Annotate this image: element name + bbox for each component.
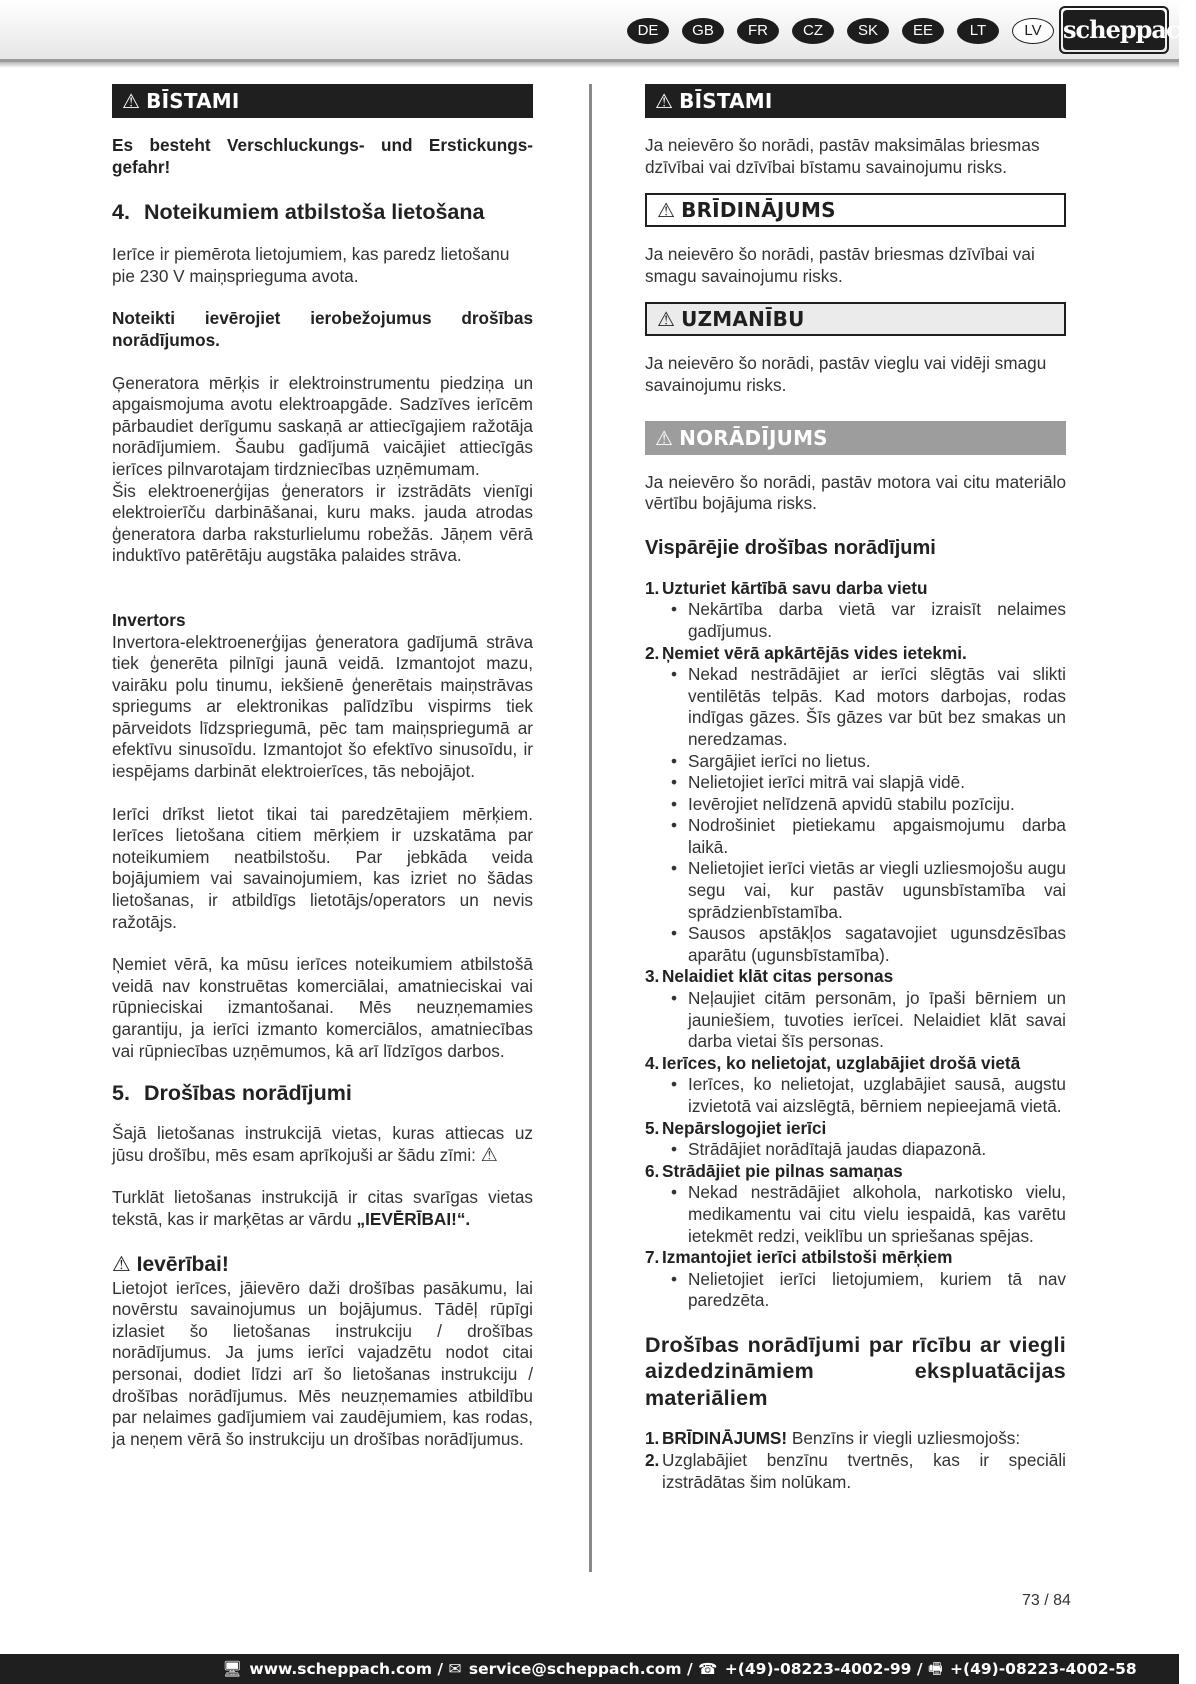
caution-label: UZMANĪBU [681,307,805,332]
general-item-3 [645,966,1066,988]
warning-description: Ja neievēro šo norādi, pastāv briesmas dzīvībai vai smagu savainojumu risks. [645,244,1035,286]
s4-paragraph-6: Ņemiet vērā, ka mūsu ierīces noteikumiem atbilstošā veidā nav konstruētas komerciālai, amatnieciskai vai rūpnieciskai izmantošanai. Mēs neuzņemamies garantiju, ja ierīci izmanto komerciālos, amatniecības vai rūpniecības uzņēmumos, kā arī līdzīgos darbos. [112,954,533,1061]
list-item [645,988,1066,1053]
danger-description: Ja neievēro šo norādi, pastāv maksimālas briesmas dzīvībai vai dzīvībai bīstamu savainojumu risks. [645,135,1040,177]
page-header [0,0,1196,62]
fuel-item-1 [645,1428,1066,1450]
danger-label: BĪSTAMI [679,89,773,113]
lang-fr[interactable]: FR [737,18,779,44]
general-item-7 [645,1247,1066,1269]
bullet-text: Strādājiet norādītajā jaudas diapazonā. [688,1139,987,1160]
bullet: • [671,599,678,620]
item-body [662,1428,1066,1450]
general-item-1 [645,578,1066,600]
list-item [645,1269,1066,1312]
s5-paragraph-2 [112,1187,533,1230]
bullet-text: Nekārtība darba vietā var izraisīt nelaimes gadījumus. [688,599,1066,641]
item-text: Benzīns ir viegli uzliesmojošs: [791,1428,1021,1449]
right-column [645,84,1066,1493]
item-number: 1. [645,577,660,598]
section-5-title: Drošības norādījumi [143,1081,352,1106]
danger-bar [645,84,1066,118]
footer-separator: / [437,1660,444,1678]
item-title: Uzturiet kārtībā savu darba vietu [662,577,928,598]
general-safety-title: Vispārējie drošības norādījumi [645,536,936,559]
lang-ee[interactable]: EE [902,18,944,44]
danger-text: Es besteht Verschluckungs- und Erstickungs-gefahr! [112,135,533,177]
notice-description: Ja neievēro šo norādi, pastāv motora vai citu materiālo vērtību bojājuma risks. [645,471,1066,514]
bullet: • [671,772,678,793]
lang-lt[interactable]: LT [957,18,999,44]
s4-paragraph-5: Ierīci drīkst lietot tikai tai paredzētajiem mērķiem. Ierīces lietošana citiem mērķiem ir uzskatāma par noteikumiem neatbilstošu. Par jebkāda veida bojājumiem vai savainojumiem, kas izriet no šādas lietošanas, ir atbildīgs lietotājs/operators un nevis ražotājs. [112,803,533,932]
page-number: 73 / 84 [1022,1592,1071,1609]
attention-heading [112,1252,533,1278]
section-4-number: 4. [112,200,130,225]
caution-bar [645,302,1066,336]
bullet-text: Neļaujiet citām personām, jo īpaši bērniem un jauniešiem, tuvoties ierīcei. Nelaidiet klāt savai darba vietai šīs personas. [688,988,1066,1052]
warning-bar [645,193,1066,227]
general-item-5 [645,1118,1066,1140]
s5-p2-bold: „IEVĒRĪBAI!“. [356,1208,471,1229]
list-item [645,1139,1066,1161]
lang-de[interactable]: DE [627,18,669,44]
item-title: Strādājiet pie pilnas samaņas [662,1160,903,1181]
bullet-text: Ierīces, ko nelietojat, uzglabājiet sausā, augstu izvietotā vai aizslēgtā, bērniem nepieejamā vietā. [688,1074,1066,1116]
bullet: • [671,858,678,879]
bullet: • [671,664,678,685]
bullet: • [671,1182,678,1203]
fuel-safety-list [645,1428,1066,1493]
bullet-text: Nekad nestrādājiet ar ierīci slēgtās vai slikti ventilētās telpās. Kad motors darbojas, rodas indīgas gāzes. Šīs gāzes var būt bez smakas un neredzamas. [688,664,1066,749]
general-item-2 [645,643,1066,665]
page-footer [0,1654,1179,1684]
bullet-text: Nelietojiet ierīci lietojumiem, kuriem tā nav paredzēta. [688,1268,1066,1311]
scheppach-logo [1059,6,1196,54]
bullet-text: Ievērojiet nelīdzenā apvidū stabilu pozīciju. [688,793,1015,814]
item-title: Ierīces, ko nelietojat, uzglabājiet drošā vietā [662,1052,1021,1073]
general-item-4 [645,1053,1066,1075]
header-shadow [0,62,1179,68]
notice-label: NORĀDĪJUMS [679,425,828,450]
general-item-6 [645,1161,1066,1183]
warning-triangle-icon: ⚠ [657,307,676,332]
footer-email[interactable]: service@scheppach.com [468,1660,682,1678]
logo-text: scheppach [1063,10,1165,50]
item-text: Uzglabājiet benzīnu tvertnēs, kas ir speciāli izstrādātas šim nolūkam. [662,1450,1066,1492]
item-number: 1. [645,1428,660,1449]
list-item [645,664,1066,750]
warning-triangle-icon: ⚠ [657,198,676,223]
list-item [645,772,1066,794]
warning-triangle-icon: ⚠ [655,425,674,450]
bullet: • [671,923,678,944]
item-number: 4. [645,1052,660,1073]
s4-paragraph-4: Šis elektroenerģijas ģenerators ir izstrādāts vienīgi elektroierīču darbināšanai, kuru maks. jauda atrodas ģeneratora darba raksturlielumu robežās. Jāņem vērā induktīvo patērētāju augstāka palaides strāva. [112,480,533,566]
item-number: 7. [645,1247,660,1268]
s5-p2-text: Turklāt lietošanas instrukcijā ir citas svarīgas vietas tekstā, kas ir marķētas ar vārdu [112,1187,533,1229]
bullet-text: Nodrošiniet pietiekamu apgaismojumu darba laikā. [688,815,1066,857]
item-number: 3. [645,966,660,987]
item-bold: BRĪDINĀJUMS! [662,1428,788,1449]
bullet: • [671,815,678,836]
footer-separator: / [916,1660,923,1678]
section-5-heading [112,1079,533,1107]
bullet-text: Nekad nestrādājiet alkohola, narkotisko vielu, medikamentu vai citu vielu iespaidā, kas varētu ietekmēt redzi, veiklību un spriešanas spējas. [688,1182,1066,1246]
lang-gb[interactable]: GB [682,18,724,44]
lang-cz[interactable]: CZ [792,18,834,44]
attention-text: Lietojot ierīces, jāievēro daži drošības pasākumu, lai novērstu savainojumus un bojājumus. Tādēļ rūpīgi izlasiet šo lietošanas instrukciju / drošības norādījumus. Ja jums ierīci vajadzētu nodot citai personai, dodiet līdzi arī šo lietošanas instrukciju / drošības norādījumus. Mēs neuzņemamies atbildību par nelaimes gadījumiem vai zaudējumiem, kas rodas, ja neņem vērā šo instrukciju un drošības norādījumus. [112,1277,533,1449]
danger-label: BĪSTAMI [146,89,240,113]
s5-paragraph-1 [112,1123,533,1166]
phone-icon: ☎ [698,1660,718,1678]
item-title: Nepārslogojiet ierīci [662,1117,827,1138]
warning-triangle-icon: ⚠ [655,89,674,113]
bullet-text: Sargājiet ierīci no lietus. [688,750,871,771]
bullet: • [671,1139,678,1160]
s4-paragraph-3: Ģeneratora mērķis ir elektroinstrumentu piedziņa un apgaismojuma avotu elektroapgāde. Sadzīves ierīcēm pārbaudiet derīgumu saskaņā ar attiecīgajiem ražotāja norādījumiem. Šaubu gadījumā vaicājiet attiecīgās ierīces pilnvarotajam tirdzniecības uzņēmumam. [112,372,533,479]
bullet: • [671,1074,678,1095]
s4-paragraph-1: Ierīce ir piemērota lietojumiem, kas paredz lietošanu pie 230 V maiņsprieguma avota. [112,244,510,286]
notice-bar [645,421,1066,455]
footer-phone[interactable]: +(49)-08223-4002-99 [724,1660,912,1678]
footer-fax: +(49)-08223-4002-58 [950,1660,1137,1678]
fuel-item-2 [645,1450,1066,1493]
list-item [645,815,1066,858]
bullet: • [671,793,678,814]
bullet: • [671,750,678,771]
list-item [645,1074,1066,1117]
footer-website[interactable]: www.scheppach.com [249,1660,432,1678]
item-number: 2. [645,642,660,663]
bullet: • [671,1268,678,1289]
left-column [112,84,533,1450]
warning-triangle-icon: ⚠ [112,1252,131,1276]
bullet-text: Nelietojiet ierīci mitrā vai slapjā vidē. [688,772,966,793]
list-item [645,794,1066,816]
email-icon: ✉ [448,1660,462,1678]
lang-sk[interactable]: SK [847,18,889,44]
lang-lv-active[interactable]: LV [1012,18,1054,44]
s5-p1-text: Šajā lietošanas instrukcijā vietas, kuras attiecas uz jūsu drošību, mēs esam aprīkojuši ar šādu zīmi: [112,1123,533,1165]
item-title: Ņemiet vērā apkārtējās vides ietekmi. [662,642,967,663]
item-title: Izmantojiet ierīci atbilstoši mērķiem [662,1247,953,1268]
warning-label: BRĪDINĀJUMS [681,198,836,223]
computer-icon: 🖥 [222,1660,242,1678]
danger-bar [112,84,533,118]
list-item [645,858,1066,923]
warning-triangle-icon: ⚠ [480,1144,498,1166]
caution-description: Ja neievēro šo norādi, pastāv vieglu vai vidēji smagu savainojumu risks. [645,353,1047,395]
fax-icon: 🖷 [927,1660,943,1678]
list-item [645,1182,1066,1247]
attention-title: Ievērībai! [136,1252,229,1276]
section-5-number: 5. [112,1081,130,1106]
list-item [645,923,1066,966]
bullet-text: Sausos apstākļos sagatavojiet ugunsdzēsības aparātu (ugunsbīstamība). [688,923,1066,965]
footer-separator: / [687,1660,693,1678]
item-number: 2. [645,1450,660,1471]
list-item [645,599,1066,642]
general-safety-list [645,578,1066,1312]
item-title: Nelaidiet klāt citas personas [662,966,894,987]
column-divider [589,84,592,1572]
fuel-safety-title: Drošības norādījumi par rīcību ar viegli aizdedzināmiem ekspluatācijas materiāliem [645,1332,1066,1410]
warning-triangle-icon: ⚠ [122,89,141,113]
inverter-text: Invertora-elektroenerģijas ģeneratora gadījumā strāva tiek ģenerēta pilnīgi jaunā veidā. Izmantojot mazu, vairāku polu tinumu, iekšienē ģenerētais maiņstrāvas spriegums ar elektronikas palīdzību vispirms tiek pārveidots līdzspriegumā, pēc tam maiņspriegumā ar efektīvu sinusoīdu. Izmantojot šo efektīvo sinusoīdu, ir iespējams darbināt elektroierīces, tās nebojājot. [112,631,533,782]
section-4-heading [112,198,533,226]
section-4-title: Noteikumiem atbilstoša lietošana [143,200,485,225]
inverter-title: Invertors [112,609,186,630]
item-number: 6. [645,1160,660,1181]
language-selector [627,18,1067,44]
bullet-text: Nelietojiet ierīci vietās ar viegli uzliesmojošu augu segu vai, kur pastāv ugunsbīstamība vai sprādzienbīstamība. [688,858,1066,922]
bullet: • [671,988,678,1009]
item-number: 5. [645,1117,660,1138]
s4-bold-note: Noteikti ievērojiet ierobežojumus drošības norādījumos. [112,308,533,350]
list-item [645,751,1066,773]
